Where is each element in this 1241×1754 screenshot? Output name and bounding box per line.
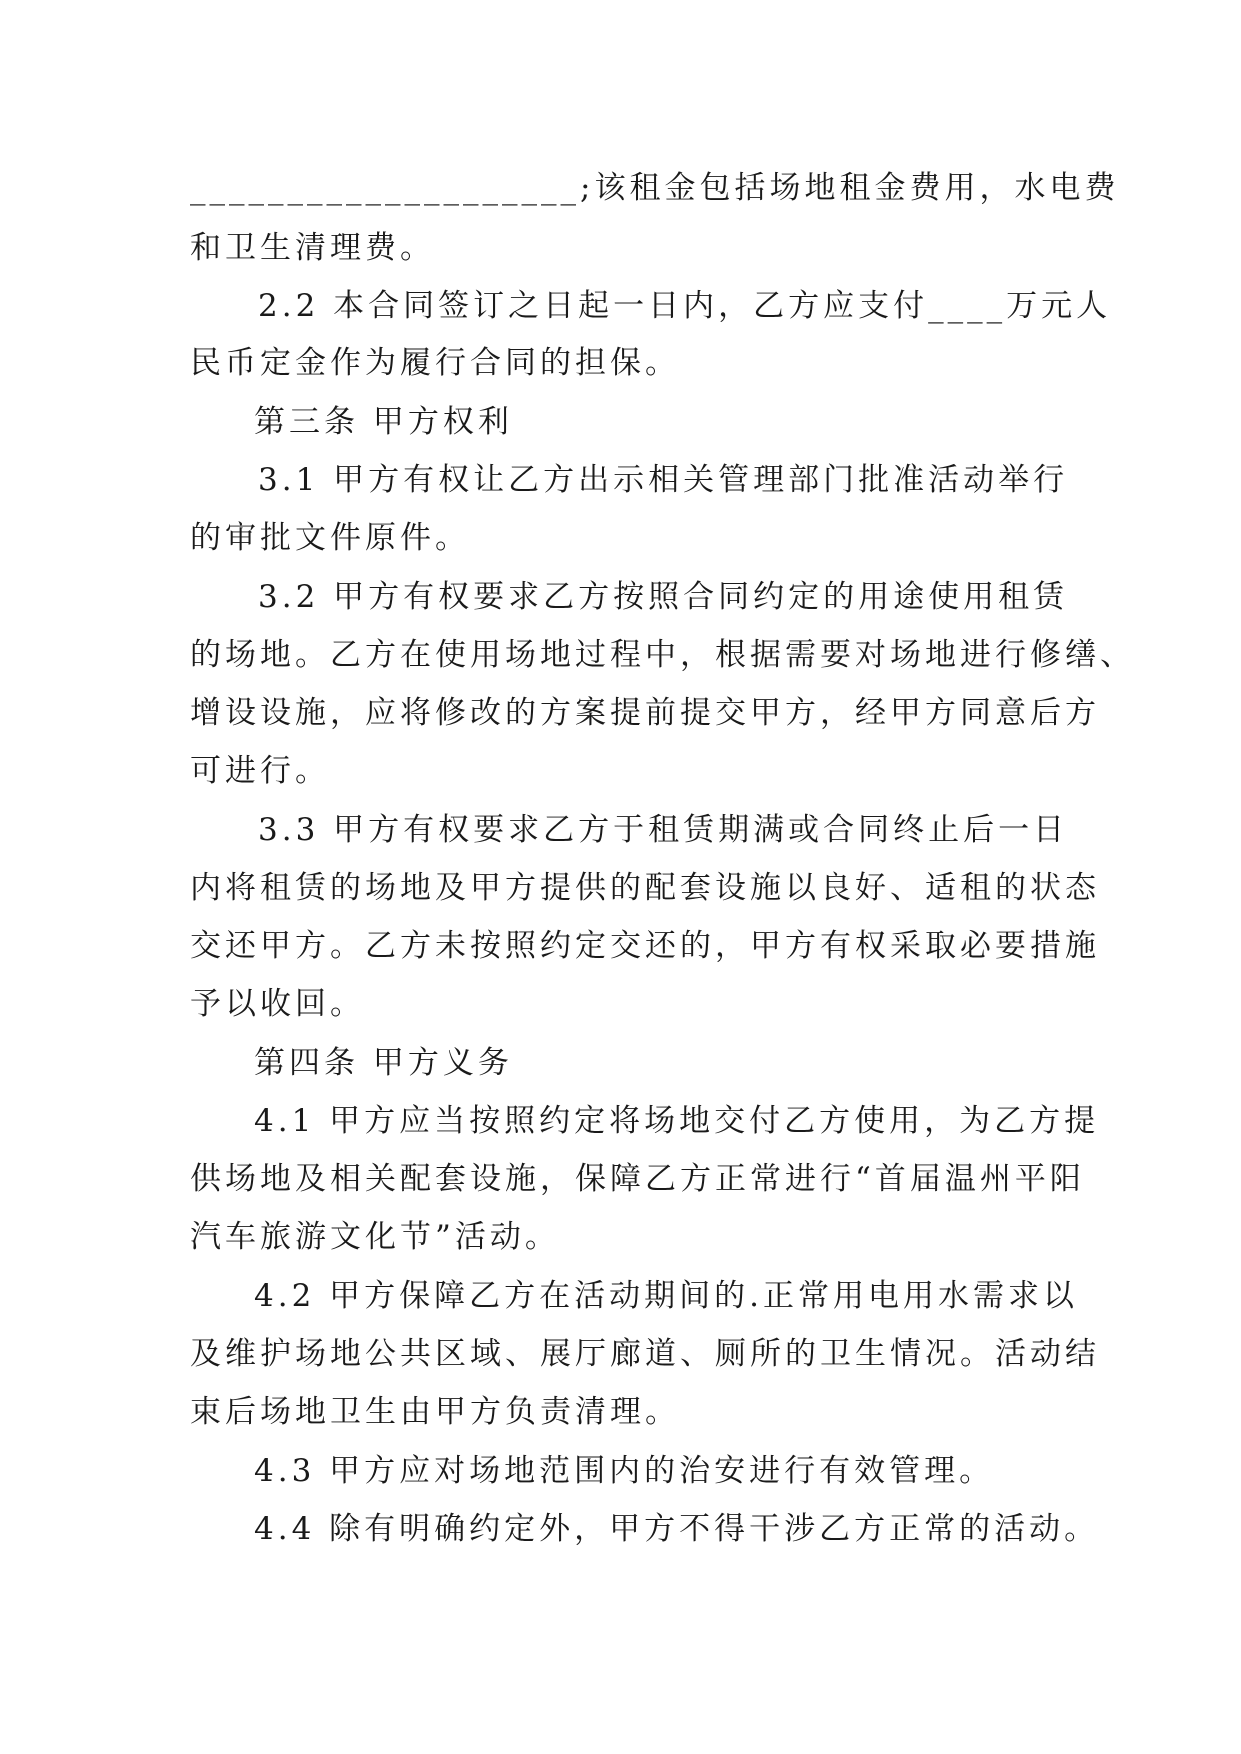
clause-3-3: 3.3 甲方有权要求乙方于租赁期满或合同终止后一日: [258, 812, 1069, 848]
clause-3-1: 3.1 甲方有权让乙方出示相关管理部门批准活动举行: [258, 462, 1069, 498]
article-4-heading: 第四条 甲方义务: [254, 1045, 513, 1081]
text-line: 的审批文件原件。: [190, 520, 470, 556]
text-line: 汽车旅游文化节”活动。: [190, 1219, 560, 1255]
clause-2-2: 2.2 本合同签订之日起一日内，乙方应支付____万元人: [258, 288, 1112, 324]
text-line: 束后场地卫生由甲方负责清理。: [190, 1394, 680, 1430]
clause-4-4: 4.4 除有明确约定外，甲方不得干涉乙方正常的活动。: [254, 1511, 1100, 1547]
text-line: 供场地及相关配套设施，保障乙方正常进行“首届温州平阳: [190, 1161, 1085, 1197]
text-line: 的场地。乙方在使用场地过程中，根据需要对场地进行修缮、: [190, 637, 1135, 673]
text-line: 及维护场地公共区域、展厅廊道、厕所的卫生情况。活动结: [190, 1336, 1100, 1372]
text-line: 内将租赁的场地及甲方提供的配套设施以良好、适租的状态: [190, 870, 1100, 906]
clause-4-1: 4.1 甲方应当按照约定将场地交付乙方使用，为乙方提: [254, 1103, 1100, 1139]
text-line: ____________________;该租金包括场地租金费用，水电费: [190, 170, 1120, 206]
clause-4-2: 4.2 甲方保障乙方在活动期间的.正常用电用水需求以: [254, 1278, 1079, 1314]
text-line: 交还甲方。乙方未按照约定交还的，甲方有权采取必要措施: [190, 928, 1100, 964]
clause-3-2: 3.2 甲方有权要求乙方按照合同约定的用途使用租赁: [258, 579, 1069, 615]
clause-4-3: 4.3 甲方应对场地范围内的治安进行有效管理。: [254, 1453, 995, 1489]
text-line: 增设设施，应将修改的方案提前提交甲方，经甲方同意后方: [190, 695, 1100, 731]
text-line: 可进行。: [190, 753, 330, 789]
article-3-heading: 第三条 甲方权利: [254, 404, 513, 440]
text-line: 予以收回。: [190, 986, 365, 1022]
text-line: 民币定金作为履行合同的担保。: [190, 345, 680, 381]
text-line: 和卫生清理费。: [190, 230, 435, 266]
